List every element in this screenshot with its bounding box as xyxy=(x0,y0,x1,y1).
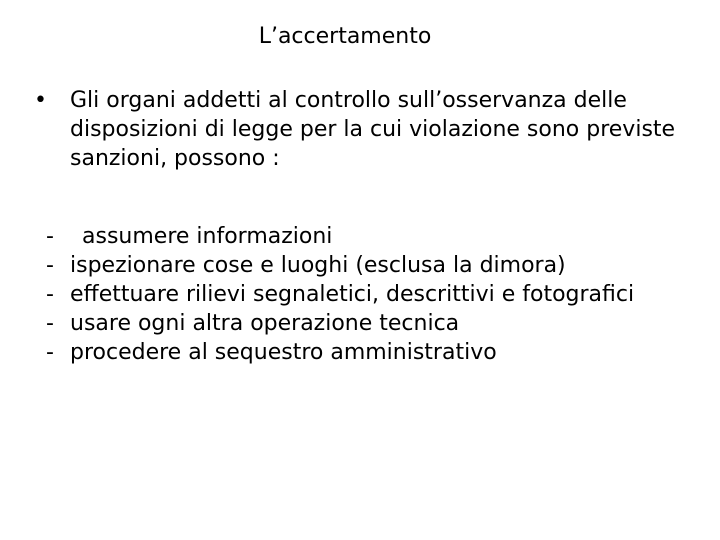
bullet-marker: • xyxy=(34,88,47,113)
dash-list xyxy=(46,222,686,367)
list-item xyxy=(46,251,686,280)
list-item-text: ispezionare cose e luoghi (esclusa la dimora) xyxy=(70,253,566,278)
dash-marker: - xyxy=(46,311,54,336)
slide-title: L’accertamento xyxy=(258,24,432,49)
list-item xyxy=(46,309,686,338)
list-item-text: procedere al sequestro amministrativo xyxy=(70,340,497,365)
bullet-row xyxy=(34,86,684,173)
list-item-text: effettuare rilievi segnaletici, descrittivi e fotografici xyxy=(70,282,635,307)
dash-marker: - xyxy=(46,253,54,278)
bullet-text: Gli organi addetti al controllo sull’osservanza delle disposizioni di legge per la cui violazione sono previste sanzioni, possono : xyxy=(70,88,676,171)
dash-marker: - xyxy=(46,340,54,365)
dash-marker: - xyxy=(46,282,54,307)
list-item xyxy=(46,280,686,309)
dash-marker: - xyxy=(46,224,54,249)
list-item xyxy=(46,222,686,251)
bullet-paragraph xyxy=(34,86,684,173)
list-item-text: assumere informazioni xyxy=(82,224,333,249)
list-item xyxy=(46,338,686,367)
list-item-text: usare ogni altra operazione tecnica xyxy=(70,311,460,336)
